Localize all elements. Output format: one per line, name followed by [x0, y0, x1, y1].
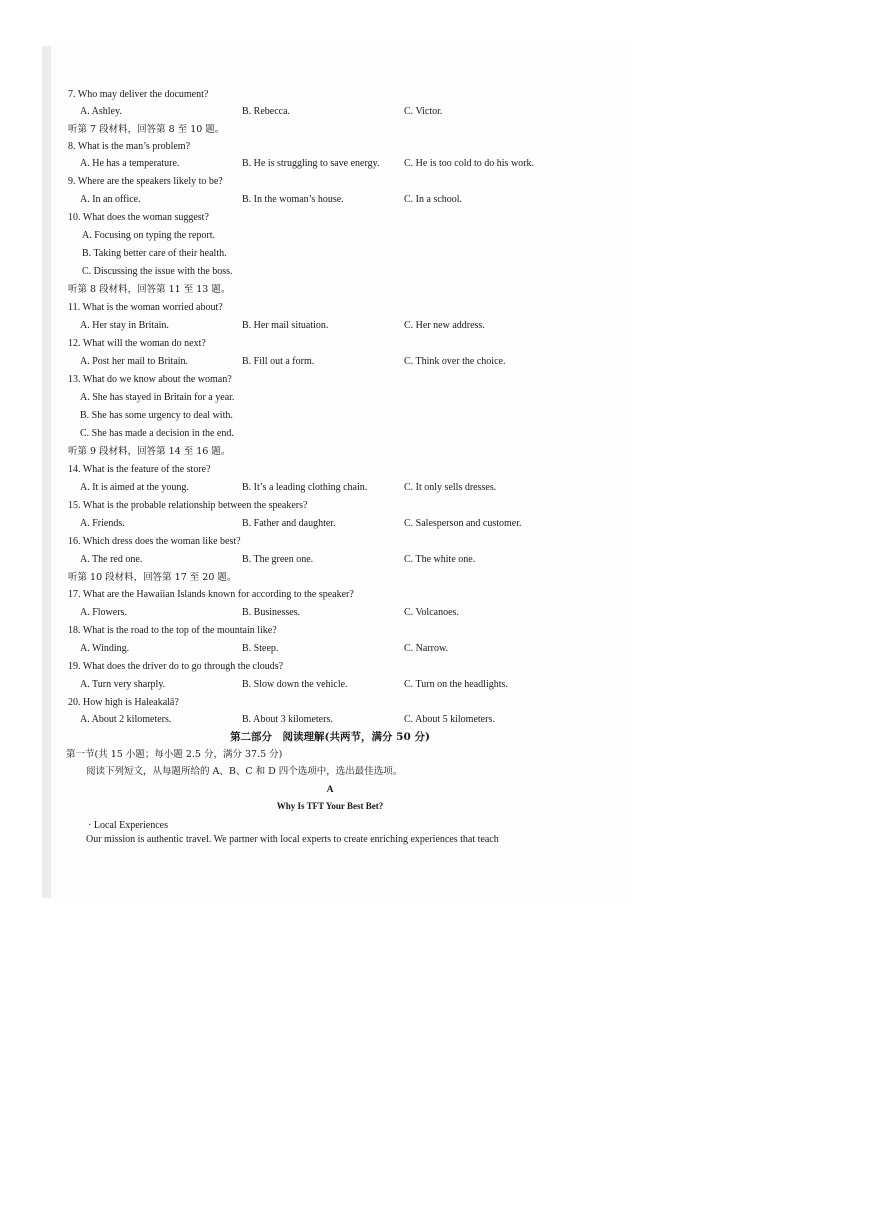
option-b: B. Father and daughter.	[242, 518, 336, 529]
options-row	[80, 106, 640, 118]
option-c: C. She has made a decision in the end.	[80, 428, 234, 439]
option-c: C. The white one.	[404, 554, 476, 565]
question-stem: 16. Which dress does the woman like best?	[68, 536, 241, 547]
options-row	[80, 607, 640, 619]
option-c: C. In a school.	[404, 194, 463, 205]
options-row	[80, 320, 640, 332]
reading-instruction: 阅读下列短文，从每题所给的 A、B、C 和 D 四个选项中，选出最佳选项。	[86, 766, 403, 777]
option-c: C. Victor.	[404, 106, 443, 117]
option-a: A. He has a temperature.	[80, 158, 180, 169]
option-b: B. Steep.	[242, 643, 279, 654]
question-stem: 15. What is the probable relationship between the speakers?	[68, 500, 308, 511]
options-row	[80, 643, 640, 655]
section-instruction: 听第 10 段材料，回答第 17 至 20 题。	[68, 572, 237, 583]
option-a: A. She has stayed in Britain for a year.	[80, 392, 235, 403]
option-a: A. Focusing on typing the report.	[82, 230, 216, 241]
option-c: C. He is too cold to do his work.	[404, 158, 534, 169]
option-c: C. Think over the choice.	[404, 356, 506, 367]
question-stem: 12. What will the woman do next?	[68, 338, 206, 349]
option-b: B. She has some urgency to deal with.	[80, 410, 233, 421]
question-stem: 18. What is the road to the top of the mountain like?	[68, 625, 277, 636]
question-stem: 10. What does the woman suggest?	[68, 212, 209, 223]
question-stem: 9. Where are the speakers likely to be?	[68, 176, 223, 187]
question-stem: 20. How high is Haleakalā?	[68, 697, 179, 708]
option-b: B. About 3 kilometers.	[242, 714, 333, 725]
question-stem: 13. What do we know about the woman?	[68, 374, 232, 385]
section-instruction: 听第 8 段材料，回答第 11 至 13 题。	[68, 284, 231, 295]
option-a: A. About 2 kilometers.	[80, 714, 172, 725]
option-a: A. Turn very sharply.	[80, 679, 166, 690]
options-row	[80, 714, 640, 726]
option-a: A. The red one.	[80, 554, 143, 565]
question-stem: 8. What is the man’s problem?	[68, 141, 191, 152]
option-a: A. In an office.	[80, 194, 141, 205]
option-a: A. Post her mail to Britain.	[80, 356, 189, 367]
option-b: B. Rebecca.	[242, 106, 291, 117]
option-a: A. It is aimed at the young.	[80, 482, 189, 493]
option-b: B. In the woman’s house.	[242, 194, 344, 205]
bullet-heading: · Local Experiences	[88, 820, 168, 831]
options-row	[80, 679, 640, 691]
option-c: C. Discussing the issue with the boss.	[82, 266, 233, 277]
section-instruction: 听第 9 段材料，回答第 14 至 16 题。	[68, 446, 231, 457]
part-two-heading: 第二部分 阅读理解(共两节，满分 50 分)	[230, 731, 430, 743]
option-c: C. Her new address.	[404, 320, 485, 331]
question-stem: 7. Who may deliver the document?	[68, 89, 209, 100]
option-a: A. Ashley.	[80, 106, 122, 117]
option-a: A. Friends.	[80, 518, 125, 529]
options-row	[80, 158, 640, 170]
option-a: A. Her stay in Britain.	[80, 320, 169, 331]
option-b: B. Businesses.	[242, 607, 301, 618]
option-a: A. Winding.	[80, 643, 130, 654]
options-row	[80, 356, 640, 368]
option-c: C. Turn on the headlights.	[404, 679, 508, 690]
question-stem: 11. What is the woman worried about?	[68, 302, 223, 313]
section-one-heading: 第一节(共 15 小题；每小题 2.5 分，满分 37.5 分)	[66, 749, 283, 760]
question-stem: 17. What are the Hawaiian Islands known for according to the speaker?	[68, 589, 354, 600]
option-b: B. Her mail situation.	[242, 320, 329, 331]
option-b: B. Taking better care of their health.	[82, 248, 227, 259]
option-c: C. It only sells dresses.	[404, 482, 497, 493]
section-instruction: 听第 7 段材料，回答第 8 至 10 题。	[68, 124, 225, 135]
options-row	[80, 518, 640, 530]
option-b: B. He is struggling to save energy.	[242, 158, 380, 169]
option-c: C. Salesperson and customer.	[404, 518, 522, 529]
options-row	[80, 194, 640, 206]
option-c: C. About 5 kilometers.	[404, 714, 495, 725]
passage-letter: A	[326, 785, 334, 795]
passage-paragraph: Our mission is authentic travel. We partner with local experts to create enriching experiences that teach	[86, 834, 499, 845]
option-b: B. It’s a leading clothing chain.	[242, 482, 368, 493]
options-row	[80, 482, 640, 494]
option-b: B. Fill out a form.	[242, 356, 315, 367]
option-a: A. Flowers.	[80, 607, 127, 618]
question-stem: 19. What does the driver do to go through the clouds?	[68, 661, 284, 672]
options-row	[80, 554, 640, 566]
passage-title: Why Is TFT Your Best Bet?	[276, 801, 384, 811]
option-c: C. Volcanoes.	[404, 607, 459, 618]
option-c: C. Narrow.	[404, 643, 449, 654]
option-b: B. The green one.	[242, 554, 314, 565]
question-stem: 14. What is the feature of the store?	[68, 464, 211, 475]
option-b: B. Slow down the vehicle.	[242, 679, 348, 690]
